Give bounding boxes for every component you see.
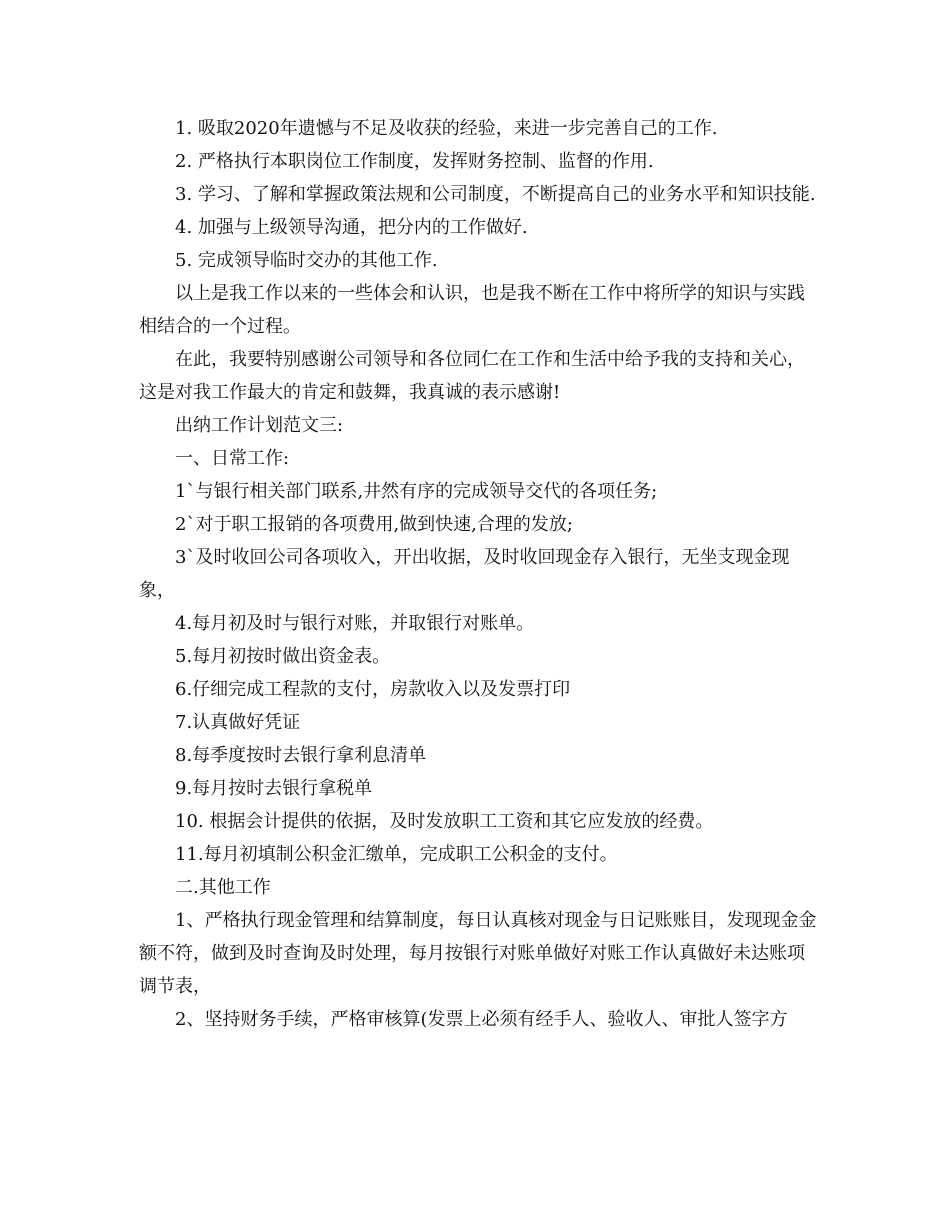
paragraph-6: 以上是我工作以来的一些体会和认识，也是我不断在工作中将所学的知识与实践相结合的一个过程。 — [139, 283, 805, 337]
paragraph-22: 1、严格执行现金管理和结算制度，每日认真核对现金与日记账账目，发现现金金额不符，做到及时查询及时处理，每月按银行对账单做好对账工作认真做好未达账项调节表， — [139, 910, 817, 997]
paragraph-19: 10. 根据会计提供的依据，及时发放职工工资和其它应发放的经费。 — [175, 811, 714, 832]
subheading-daily-work: 一、日常工作: — [175, 448, 290, 469]
paragraph-3: 3. 学习、了解和掌握政策法规和公司制度，不断提高自己的业务水平和知识技能. — [175, 184, 816, 205]
paragraph-16: 7.认真做好凭证 — [175, 712, 301, 733]
paragraph-13: 4.每月初及时与银行对账，并取银行对账单。 — [175, 613, 535, 634]
paragraph-5: 5. 完成领导临时交办的其他工作. — [175, 250, 438, 271]
paragraph-2: 2. 严格执行本职岗位工作制度，发挥财务控制、监督的作用. — [175, 151, 654, 172]
paragraph-11: 2`对于职工报销的各项费用,做到快速,合理的发放; — [175, 514, 573, 535]
paragraph-4: 4. 加强与上级领导沟通，把分内的工作做好. — [175, 217, 528, 238]
paragraph-12: 3`及时收回公司各项收入，开出收据，及时收回现金存入银行，无坐支现金现象， — [139, 547, 790, 601]
paragraph-10: 1`与银行相关部门联系,井然有序的完成领导交代的各项任务; — [175, 481, 658, 502]
paragraph-7: 在此，我要特别感谢公司领导和各位同仁在工作和生活中给予我的支持和关心，这是对我工作最大的肯定和鼓舞，我真诚的表示感谢! — [139, 349, 805, 403]
paragraph-17: 8.每季度按时去银行拿利息清单 — [175, 745, 427, 766]
section-heading-plan-3: 出纳工作计划范文三: — [175, 415, 344, 436]
paragraph-1: 1. 吸取2020年遗憾与不足及收获的经验，来进一步完善自己的工作. — [175, 118, 718, 139]
subheading-other-work: 二.其他工作 — [175, 877, 271, 898]
paragraph-20: 11.每月初填制公积金汇缴单，完成职工公积金的支付。 — [175, 844, 618, 865]
document-body — [139, 112, 819, 1036]
paragraph-18: 9.每月按时去银行拿税单 — [175, 778, 373, 799]
paragraph-14: 5.每月初按时做出资金表。 — [175, 646, 391, 667]
paragraph-15: 6.仔细完成工程款的支付，房款收入以及发票打印 — [175, 679, 571, 700]
paragraph-23: 2、坚持财务手续，严格审核算(发票上必须有经手人、验收人、审批人签字方 — [175, 1009, 788, 1030]
